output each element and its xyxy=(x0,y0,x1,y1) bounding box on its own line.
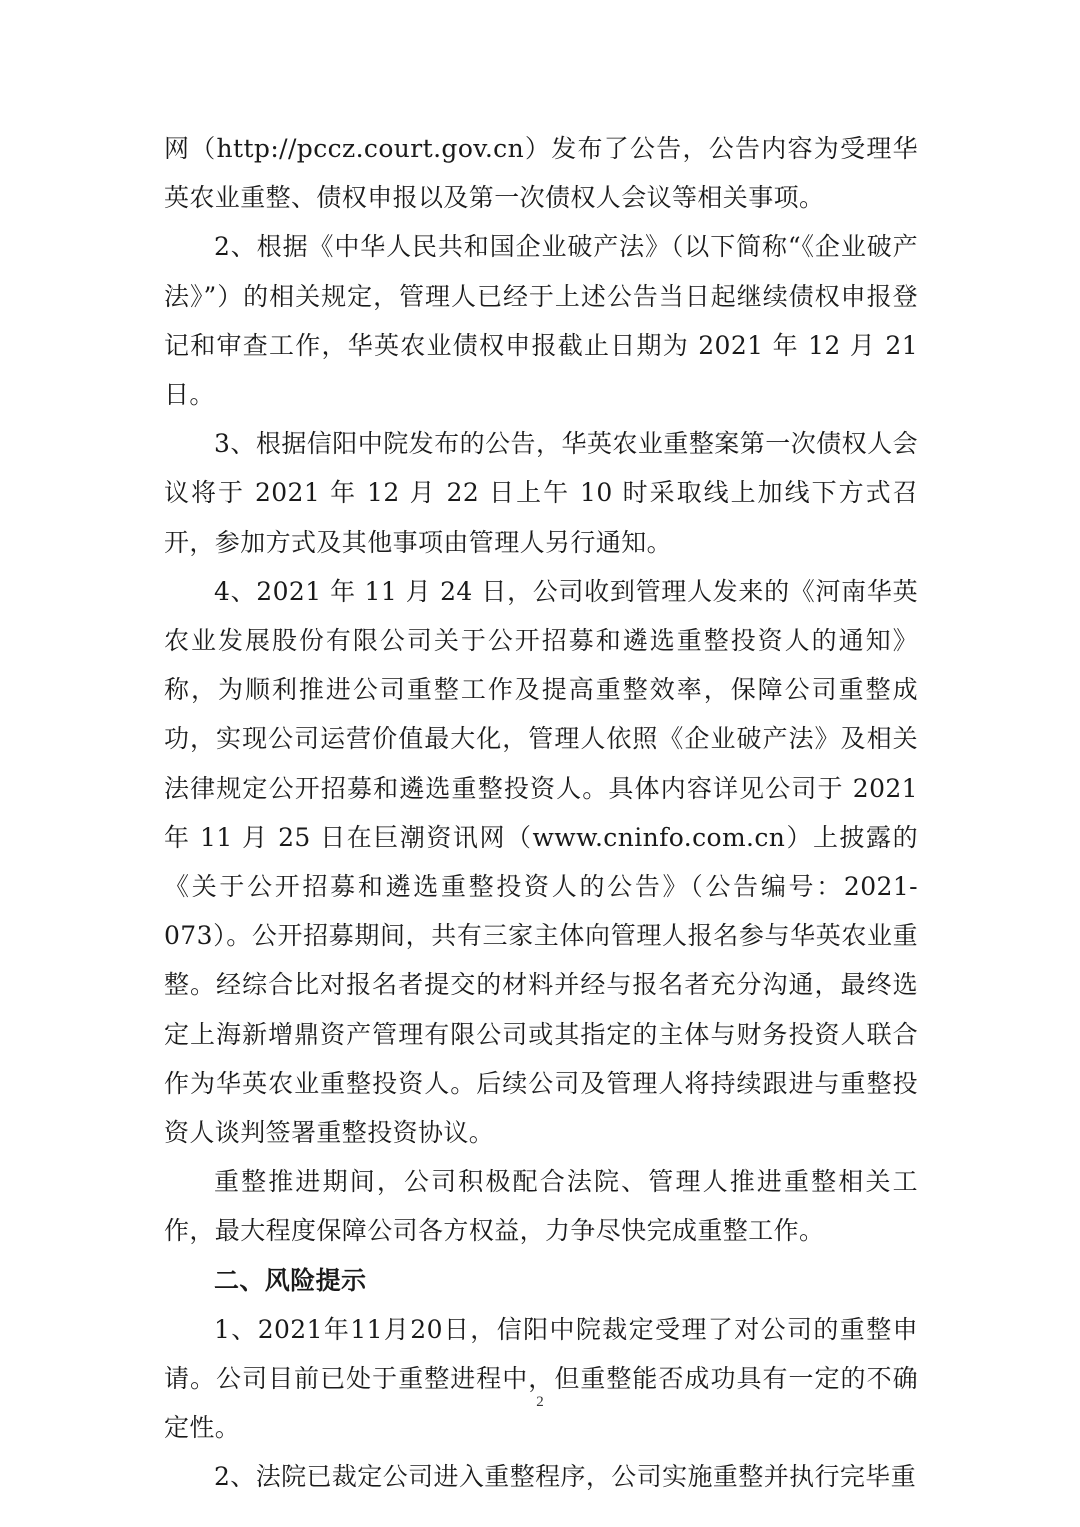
paragraph-creditors-meeting: 3、根据信阳中院发布的公告，华英农业重整案第一次债权人会议将于 2021 年 12 月 22 日上午 10 时采取线上加线下方式召开，参加方式及其他事项由管理人另行通知。 xyxy=(164,429,918,557)
paragraph-risk-2: 2、法院已裁定公司进入重整程序，公司实施重整并执行完毕重 xyxy=(214,1462,917,1492)
document-body xyxy=(164,124,918,1502)
paragraph-investor-recruitment: 4、2021 年 11 月 24 日，公司收到管理人发来的《河南华英农业发展股份有限公司关于公开招募和遴选重整投资人的通知》称，为顺利推进公司重整工作及提高重整效率，保障公司重整成功，实现公司运营价值最大化，管理人依照《企业破产法》及相关法律规定公开招募和遴选重整投资人。具体内容详见公司于 2021 年 11 月 25 日在巨潮资讯网（www.cninfo.com.cn）上披露的《关于公开招募和遴选重整投资人的公告》（公告编号：2021-073）。公开招募期间，共有三家主体向管理人报名参与华英农业重整。经综合比对报名者提交的材料并经与报名者充分沟通，最终选定上海新增鼎资产管理有限公司或其指定的主体与财务投资人联合作为华英农业重整投资人。后续公司及管理人将持续跟进与重整投资人谈判签署重整投资协议。 xyxy=(164,576,918,1148)
section-heading-risk: 二、风险提示 xyxy=(214,1265,367,1295)
paragraph-reorganization-progress: 重整推进期间，公司积极配合法院、管理人推进重整相关工作，最大程度保障公司各方权益，力争尽快完成重整工作。 xyxy=(164,1167,918,1246)
paragraph-claims-declaration: 2、根据《中华人民共和国企业破产法》（以下简称“《企业破产法》”）的相关规定，管理人已经于上述公告当日起继续债权申报登记和审查工作，华英农业债权申报截止日期为 2021 年 12 月 21 日。 xyxy=(164,232,918,410)
paragraph-announcement-continued: 网（http://pccz.court.gov.cn）发布了公告，公告内容为受理华英农业重整、债权申报以及第一次债权人会议等相关事项。 xyxy=(164,134,918,213)
page-number: 2 xyxy=(536,1394,544,1410)
paragraph-risk-1: 1、2021年11月20日，信阳中院裁定受理了对公司的重整申请。公司目前已处于重整进程中，但重整能否成功具有一定的不确定性。 xyxy=(164,1314,918,1443)
